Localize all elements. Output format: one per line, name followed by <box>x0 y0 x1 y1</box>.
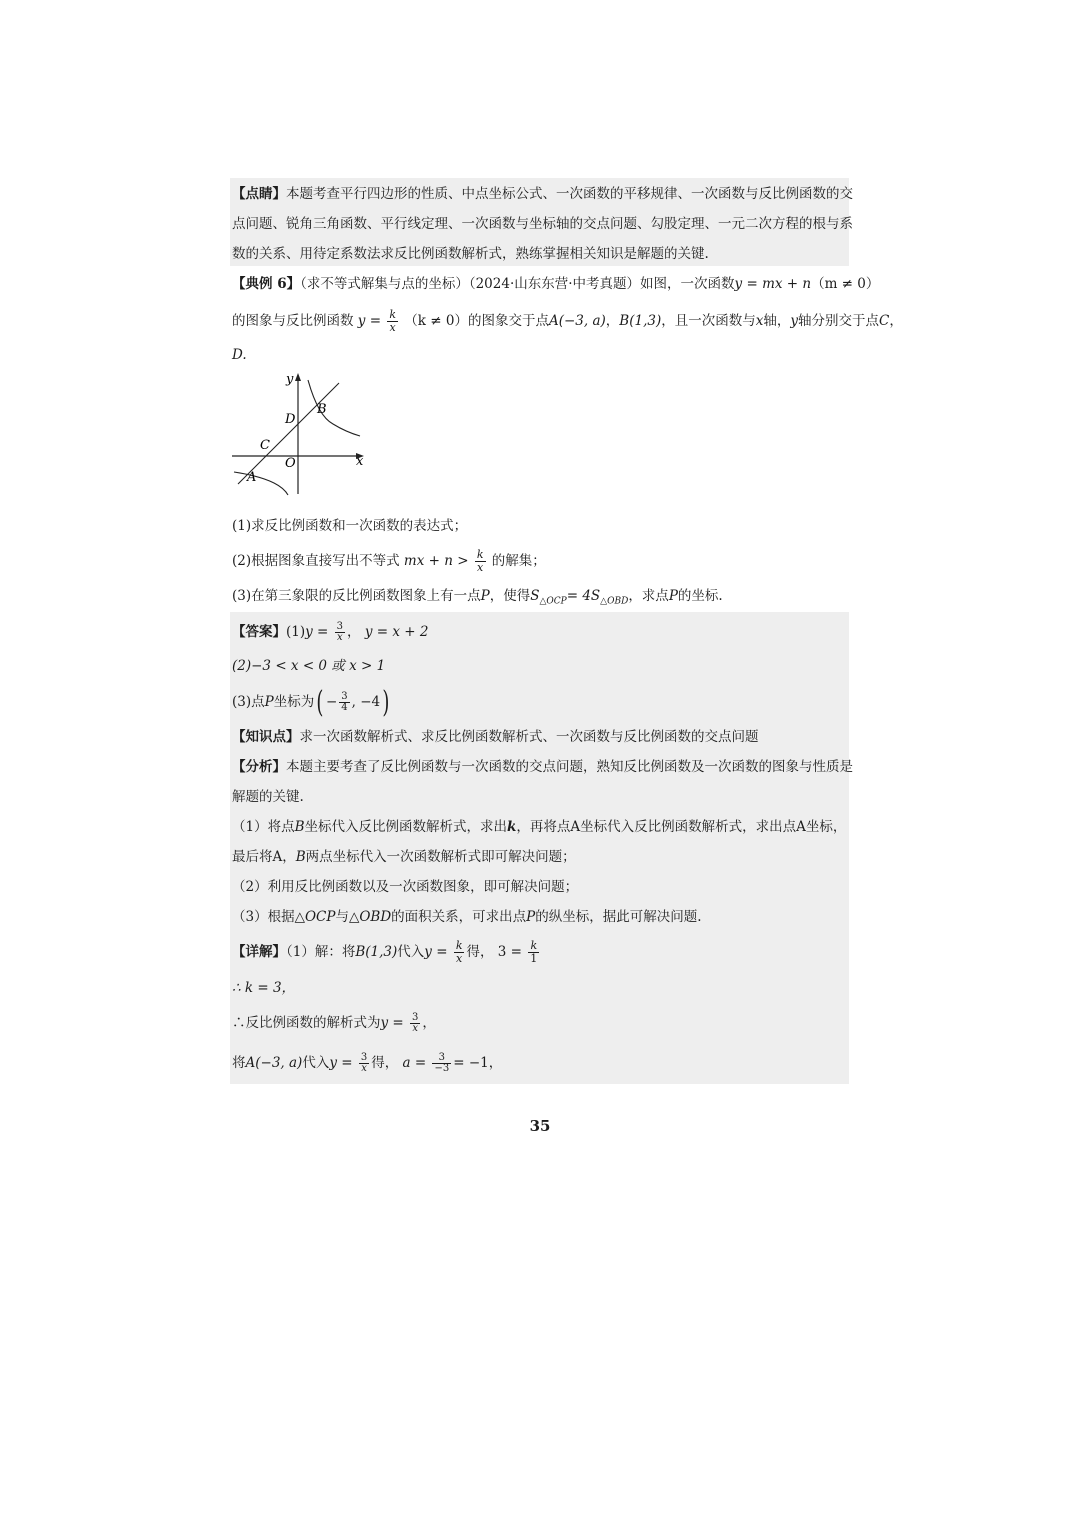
detail-line-3: ∴反比例函数的解析式为y = $\frac{3}{x}$ ， <box>232 1012 436 1034</box>
point-c-label: C <box>260 438 270 453</box>
analysis-line-3: （1）将点B坐标代入反比例函数解析式，求出k，再将点A坐标代入反比例函数解析式，求出点A坐标， <box>232 819 847 835</box>
answer-line-2: (2)−3 < x < 0 或 x > 1 <box>232 658 386 674</box>
example-line-3: D. <box>232 347 247 363</box>
example-tag: 【典例 6】 <box>232 276 301 292</box>
example-line-2: 的图象与反比例函数 y = $\frac{k}{x}$ （k ≠ 0）的图象交于点A(−3, a)，B(1,3)，且一次函数与x轴，y轴分别交于点C， <box>232 308 903 334</box>
fraction-k-over-x-q2: $\frac{k}{x}$ <box>476 548 484 574</box>
linear-equation: y = mx + n <box>734 276 812 292</box>
dianjing-line-2: 点问题、锐角三角函数、平行线定理、一次函数与坐标轴的交点问题、勾股定理、一元二次方程的根与系 <box>232 216 853 232</box>
y-label: y <box>286 372 294 387</box>
fraction-k-over-x-detail: $\frac{k}{x}$ <box>455 939 463 965</box>
dianjing-line-1: 【点睛】本题考查平行四边形的性质、中点坐标公式、一次函数的平移规律、一次函数与反比例函数的交 <box>232 186 853 202</box>
detail-line-2: ∴ k = 3， <box>232 980 296 996</box>
fraction-3-over-x-detail: $\frac{3}{x}$ <box>412 1012 419 1034</box>
y-axis-arrow <box>295 373 301 381</box>
x-label: x <box>356 454 364 469</box>
point-b-label: B <box>317 402 327 417</box>
question-2: (2)根据图象直接写出不等式 mx + n > $\frac{k}{x}$ 的解集； <box>232 548 546 574</box>
origin-label: O <box>285 456 296 471</box>
fraction-3-over-x: $\frac{3}{x}$ <box>336 621 344 643</box>
analysis-line-4: 最后将A，B两点坐标代入一次函数解析式即可解决问题； <box>232 849 576 865</box>
answer-tag: 【答案】 <box>232 624 286 640</box>
point-a-label: A <box>247 470 257 485</box>
question-3: (3)在第三象限的反比例函数图象上有一点P，使得$S_{\triangle OCP}= 4S_{\triangle OBD}$，求点P的坐标. <box>232 588 723 607</box>
fraction-3-over-x-detail-2: $\frac{3}{x}$ <box>360 1052 368 1074</box>
detail-line-4: 将A(−3, a)代入y = $\frac{3}{x}$ 得， a = $\frac{3}{-3}$ = −1， <box>232 1052 503 1074</box>
analysis-line-2: 解题的关键. <box>232 789 304 805</box>
knowledge-line: 【知识点】求一次函数解析式、求反比例函数解析式、一次函数与反比例函数的交点问题 <box>232 729 759 745</box>
dianjing-tag: 【点睛】 <box>232 186 286 202</box>
hyperbola-branch-2 <box>234 472 288 495</box>
example-line-1: 【典例 6】（求不等式解集与点的坐标）（2024·山东东营·中考真题）如图，一次函数y = mx + n（m ≠ 0） <box>232 276 880 292</box>
function-graph <box>228 368 373 498</box>
analysis-line-6: （3）根据△OCP与△OBD的面积关系，可求出点P的纵坐标，据此可解决问题. <box>232 909 702 925</box>
dianjing-line-3: 数的关系、用待定系数法求反比例函数解析式，熟练掌握相关知识是解题的关键. <box>232 246 709 262</box>
analysis-tag: 【分析】 <box>232 759 286 775</box>
fraction-3-over-4: $\frac{3}{4}$ <box>341 691 348 713</box>
knowledge-tag: 【知识点】 <box>232 729 300 745</box>
analysis-line-5: （2）利用反比例函数以及一次函数图象，即可解决问题； <box>232 879 579 895</box>
detail-tag: 【详解】 <box>232 944 286 960</box>
analysis-line-1: 【分析】本题主要考查了反比例函数与一次函数的交点问题，熟知反比例函数及一次函数的图象与性质是 <box>232 759 853 775</box>
question-1: (1)求反比例函数和一次函数的表达式； <box>232 518 468 534</box>
fraction-3-over-neg3: $\frac{3}{-3}$ <box>434 1052 450 1074</box>
page-number: 35 <box>529 1117 551 1135</box>
fraction-k-over-1: $\frac{k}{1}$ <box>530 939 538 965</box>
answer-line-1: 【答案】(1)y = $\frac{3}{x}$ ， y = x + 2 <box>232 621 429 643</box>
answer-line-3: (3)点P坐标为( − $\frac{3}{4}$ , −4) <box>232 684 390 720</box>
detail-line-1: 【详解】（1）解：将B(1,3)代入y = $\frac{k}{x}$ 得， 3 = $\frac{k}{1}$ <box>232 939 538 965</box>
fraction-k-over-x: $\frac{k}{x}$ <box>389 308 396 334</box>
point-d-label: D <box>285 412 296 427</box>
